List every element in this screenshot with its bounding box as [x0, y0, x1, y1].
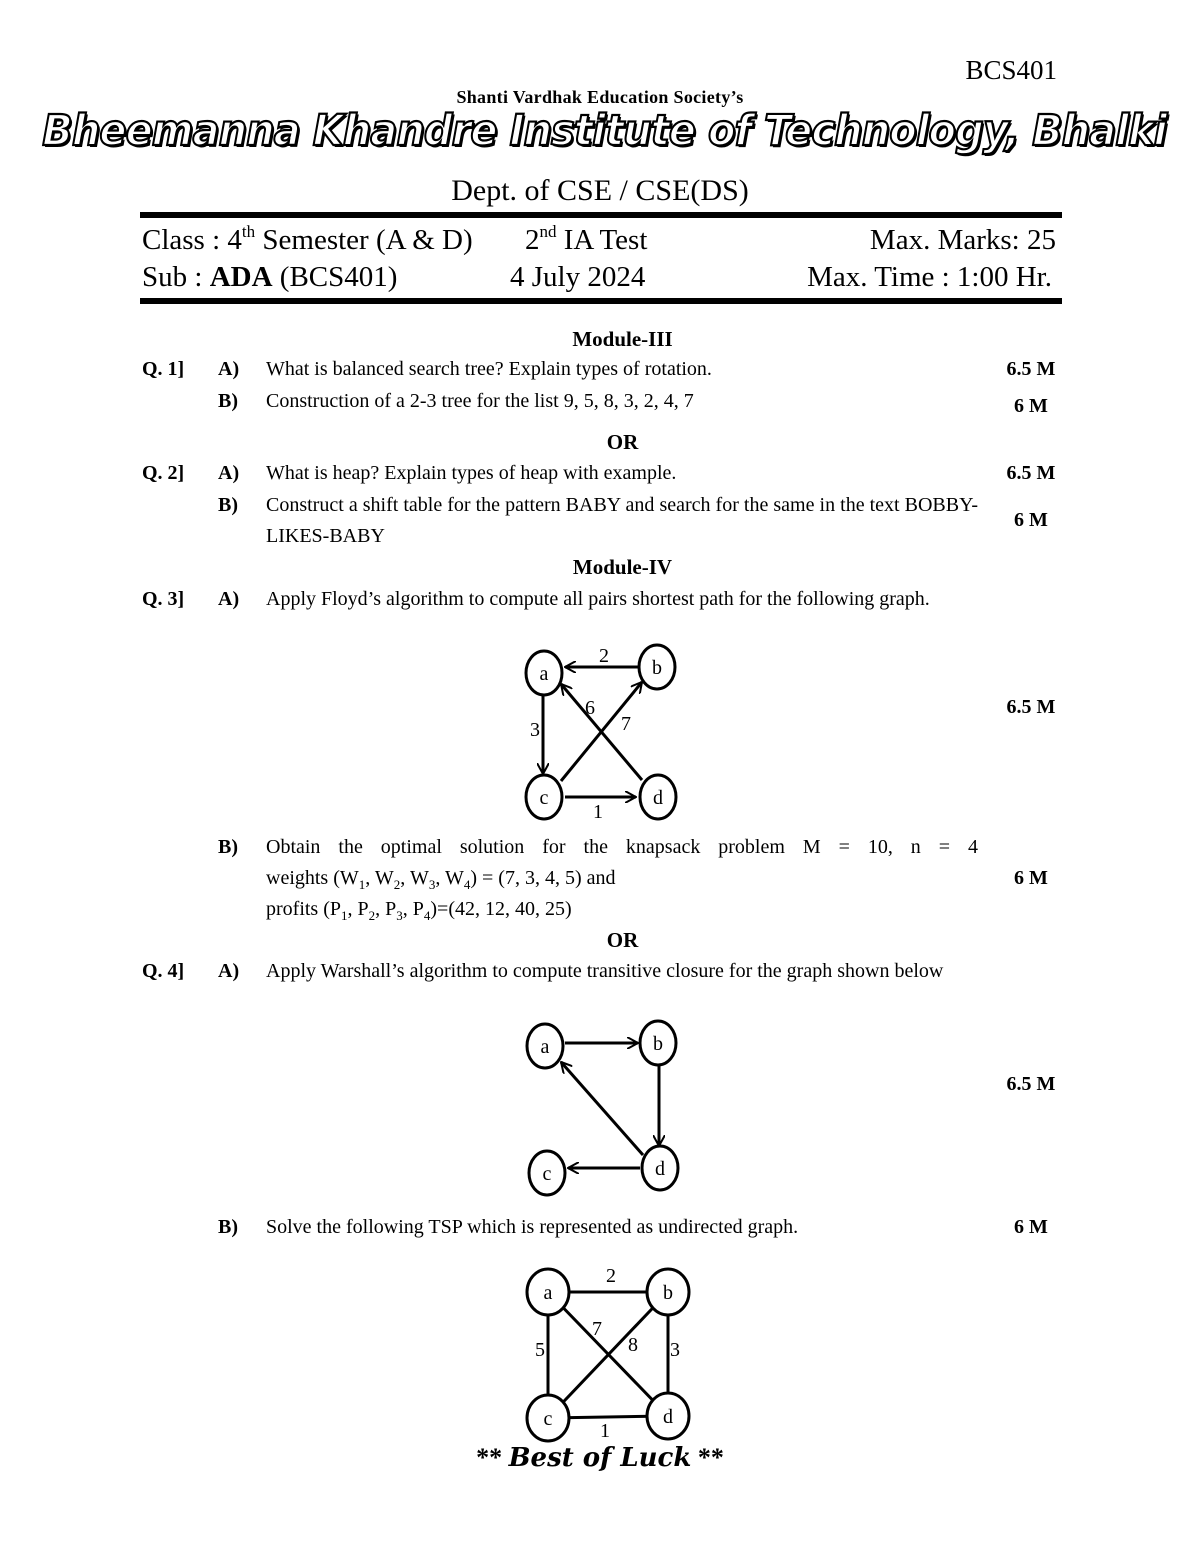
q2-part-a-label: A): [218, 462, 240, 484]
q1-part-a-marks: 6.5 M: [1006, 358, 1056, 380]
node-label-a: a: [539, 663, 549, 685]
q2-number: Q. 2]: [142, 462, 185, 484]
q3-number: Q. 3]: [142, 588, 185, 610]
institute-name: Bheemanna Khandre Institute of Technology, Bhalki: [42, 106, 1167, 156]
q1-part-a-label: A): [218, 358, 240, 380]
q4-number: Q. 4]: [142, 960, 185, 982]
q4-part-a-text: Apply Warshall’s algorithm to compute transitive closure for the graph shown below: [266, 960, 944, 982]
q3-part-b-label: B): [218, 836, 238, 858]
q1-part-b-text: Construction of a 2-3 tree for the list 9, 5, 8, 3, 2, 4, 7: [266, 390, 694, 412]
class-info: Class : 4th Semester (A & D): [142, 222, 473, 256]
q3-part-a-marks: 6.5 M: [1006, 696, 1056, 718]
q4-part-b-text: Solve the following TSP which is represented as undirected graph.: [266, 1216, 799, 1238]
node-label-c: c: [543, 1408, 553, 1430]
node-label-c: c: [542, 1163, 552, 1185]
q4-part-a-marks: 6.5 M: [1006, 1073, 1056, 1095]
department: Dept. of CSE / CSE(DS): [451, 174, 749, 207]
q4-part-a-label: A): [218, 960, 240, 982]
module-4-title: Module-IV: [572, 555, 673, 579]
q1-number: Q. 1]: [142, 358, 185, 380]
node-label-a: a: [540, 1036, 550, 1058]
q3-part-b-line1: Obtain the optimal solution for the knapsack problem M = 10, n = 4: [266, 836, 978, 858]
q2-part-a-marks: 6.5 M: [1006, 462, 1056, 484]
society-name: Shanti Vardhak Education Society’s: [456, 87, 744, 107]
weight-label: 3: [530, 719, 540, 741]
max-marks: Max. Marks: 25: [869, 224, 1056, 256]
q2-part-b-marks: 6 M: [1014, 509, 1048, 531]
weight-label: 1: [600, 1420, 610, 1442]
node-label-a: a: [543, 1282, 553, 1304]
weight-label: 8: [628, 1334, 638, 1356]
q3-part-b-weights: weights ($W_1$, $W_2$, $W_3$, $W_4) = (7$, 3, 4, 5) and: [266, 867, 616, 892]
node-label-b: b: [653, 1033, 663, 1055]
q4-part-b-label: B): [218, 1216, 238, 1238]
subject-info: Sub : ADA (BCS401): [142, 261, 398, 293]
q3-part-a-text: Apply Floyd’s algorithm to compute all pairs shortest path for the following graph.: [266, 588, 930, 610]
weight-label: 5: [535, 1339, 545, 1361]
weight-label: 2: [606, 1265, 616, 1287]
q2-part-b-text: Construct a shift table for the pattern BABY and search for the same in the text BOBBY-LIKES-BABY: [266, 494, 978, 547]
best-of-luck: ** Best of Luck **: [476, 1443, 724, 1473]
course-code: BCS401: [965, 55, 1057, 85]
test-info: 2nd IA Test: [525, 222, 648, 256]
q3-part-b-profits: profits ($P_1$, $P_2$, $P_3$, $P_4)=(42$, 12, 40, 25): [266, 898, 572, 923]
weight-label: 2: [599, 645, 609, 667]
q3-part-b-marks: 6 M: [1014, 867, 1048, 889]
weight-label: 7: [592, 1318, 602, 1340]
weight-label: 7: [621, 713, 631, 735]
q2-part-b-label: B): [218, 494, 238, 516]
exam-date: 4 July 2024: [510, 261, 646, 293]
module-3-title: Module-III: [572, 327, 673, 351]
q4-part-b-marks: 6 M: [1014, 1216, 1048, 1238]
q1-part-a-text: What is balanced search tree? Explain types of rotation.: [266, 358, 712, 380]
or-divider-2: OR: [606, 928, 639, 952]
node-label-c: c: [539, 787, 549, 809]
q1-part-b-marks: 6 M: [1014, 395, 1048, 417]
node-label-b: b: [652, 657, 662, 679]
weight-label: 6: [585, 697, 595, 719]
q1-part-b-label: B): [218, 390, 238, 412]
max-time: Max. Time : 1:00 Hr.: [807, 261, 1052, 293]
node-label-d: d: [663, 1406, 673, 1428]
weight-label: 1: [593, 801, 603, 823]
or-divider-1: OR: [606, 430, 639, 454]
q2-part-a-text: What is heap? Explain types of heap with example.: [266, 462, 677, 484]
node-label-d: d: [655, 1158, 665, 1180]
q3-part-a-label: A): [218, 588, 240, 610]
weight-label: 3: [670, 1339, 680, 1361]
node-label-b: b: [663, 1282, 673, 1304]
node-label-d: d: [653, 787, 663, 809]
